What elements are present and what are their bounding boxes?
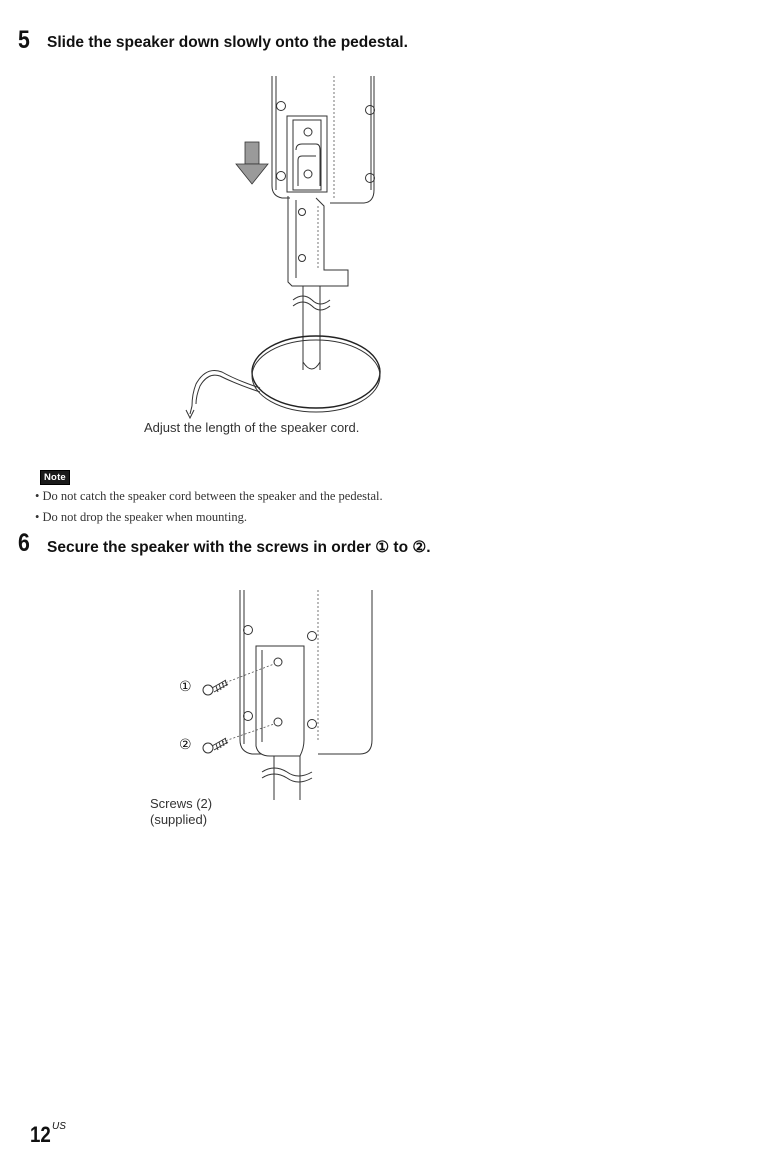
note-item-1: • Do not catch the speaker cord between the speaker and the pedestal. <box>35 489 383 503</box>
page-number-suffix: US <box>52 1121 66 1132</box>
screw-2-label: ② <box>179 737 192 753</box>
figure-1-caption: Adjust the length of the speaker cord. <box>144 420 360 435</box>
screw-1-label: ① <box>179 679 192 695</box>
step-5-number: 5 <box>18 26 30 54</box>
note-item-2: • Do not drop the speaker when mounting. <box>35 510 247 524</box>
figure-2-caption-line-1: Screws (2) <box>150 796 213 811</box>
step-6-text: Secure the speaker with the screws in order ① to ②. <box>47 539 431 556</box>
step-5-text: Slide the speaker down slowly onto the pedestal. <box>47 34 408 51</box>
step-6-number: 6 <box>18 529 30 557</box>
page-number: 12 <box>30 1122 51 1147</box>
note-badge: Note <box>40 470 70 485</box>
figure-2-caption-line-2: (supplied) <box>150 812 208 827</box>
